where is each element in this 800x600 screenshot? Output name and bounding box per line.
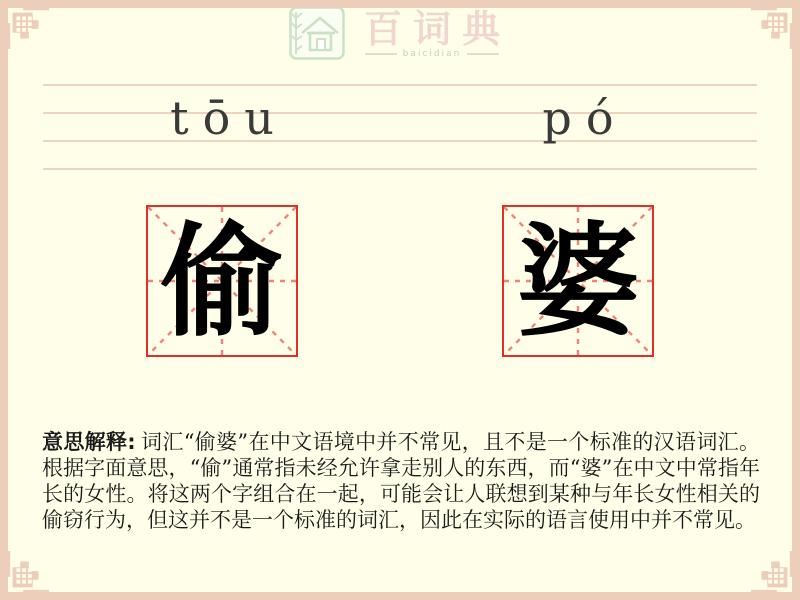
pinyin-guide-line bbox=[43, 168, 757, 170]
brand-subtitle: baicidian bbox=[402, 49, 462, 59]
pinyin-text-2: pó bbox=[542, 91, 628, 145]
corner-ornament-bottom-left-icon bbox=[3, 551, 49, 597]
definition-section bbox=[42, 429, 760, 533]
definition-text: 词汇“偷婆”在中文语境中并不常见，且不是一个标准的汉语词汇。根据字面意思，“偷”通常指未经允许拿走别人的东西，而“婆”在中文中常指年长的女性。将这两个字组合在一起，可能会让人联想到某种与年长女性相关的偷窃行为，但这并不是一个标准的词汇，因此在实际的语言使用中并不常见。 bbox=[42, 430, 760, 532]
pinyin-guide-line bbox=[43, 84, 757, 86]
house-bamboo-seal-icon bbox=[289, 6, 345, 60]
definition-label: 意思解释: bbox=[42, 430, 136, 454]
app-logo bbox=[289, 6, 511, 60]
character-glyph-1: 偷 bbox=[161, 209, 283, 353]
corner-ornament-bottom-right-icon bbox=[751, 551, 797, 597]
pinyin-guide-line bbox=[43, 112, 757, 114]
brand-title: 百词典 bbox=[363, 6, 512, 51]
corner-ornament-top-right-icon bbox=[751, 3, 797, 49]
character-glyph-2: 婆 bbox=[517, 209, 639, 353]
subtitle-dash-right bbox=[467, 53, 499, 55]
character-box-1 bbox=[146, 205, 298, 357]
pinyin-text-1: tōu bbox=[170, 91, 288, 145]
character-box-2 bbox=[502, 205, 654, 357]
subtitle-dash-left bbox=[365, 53, 397, 55]
brand-subtitle-row bbox=[365, 49, 500, 59]
pinyin-guide-line bbox=[43, 140, 757, 142]
corner-ornament-top-left-icon bbox=[3, 3, 49, 49]
